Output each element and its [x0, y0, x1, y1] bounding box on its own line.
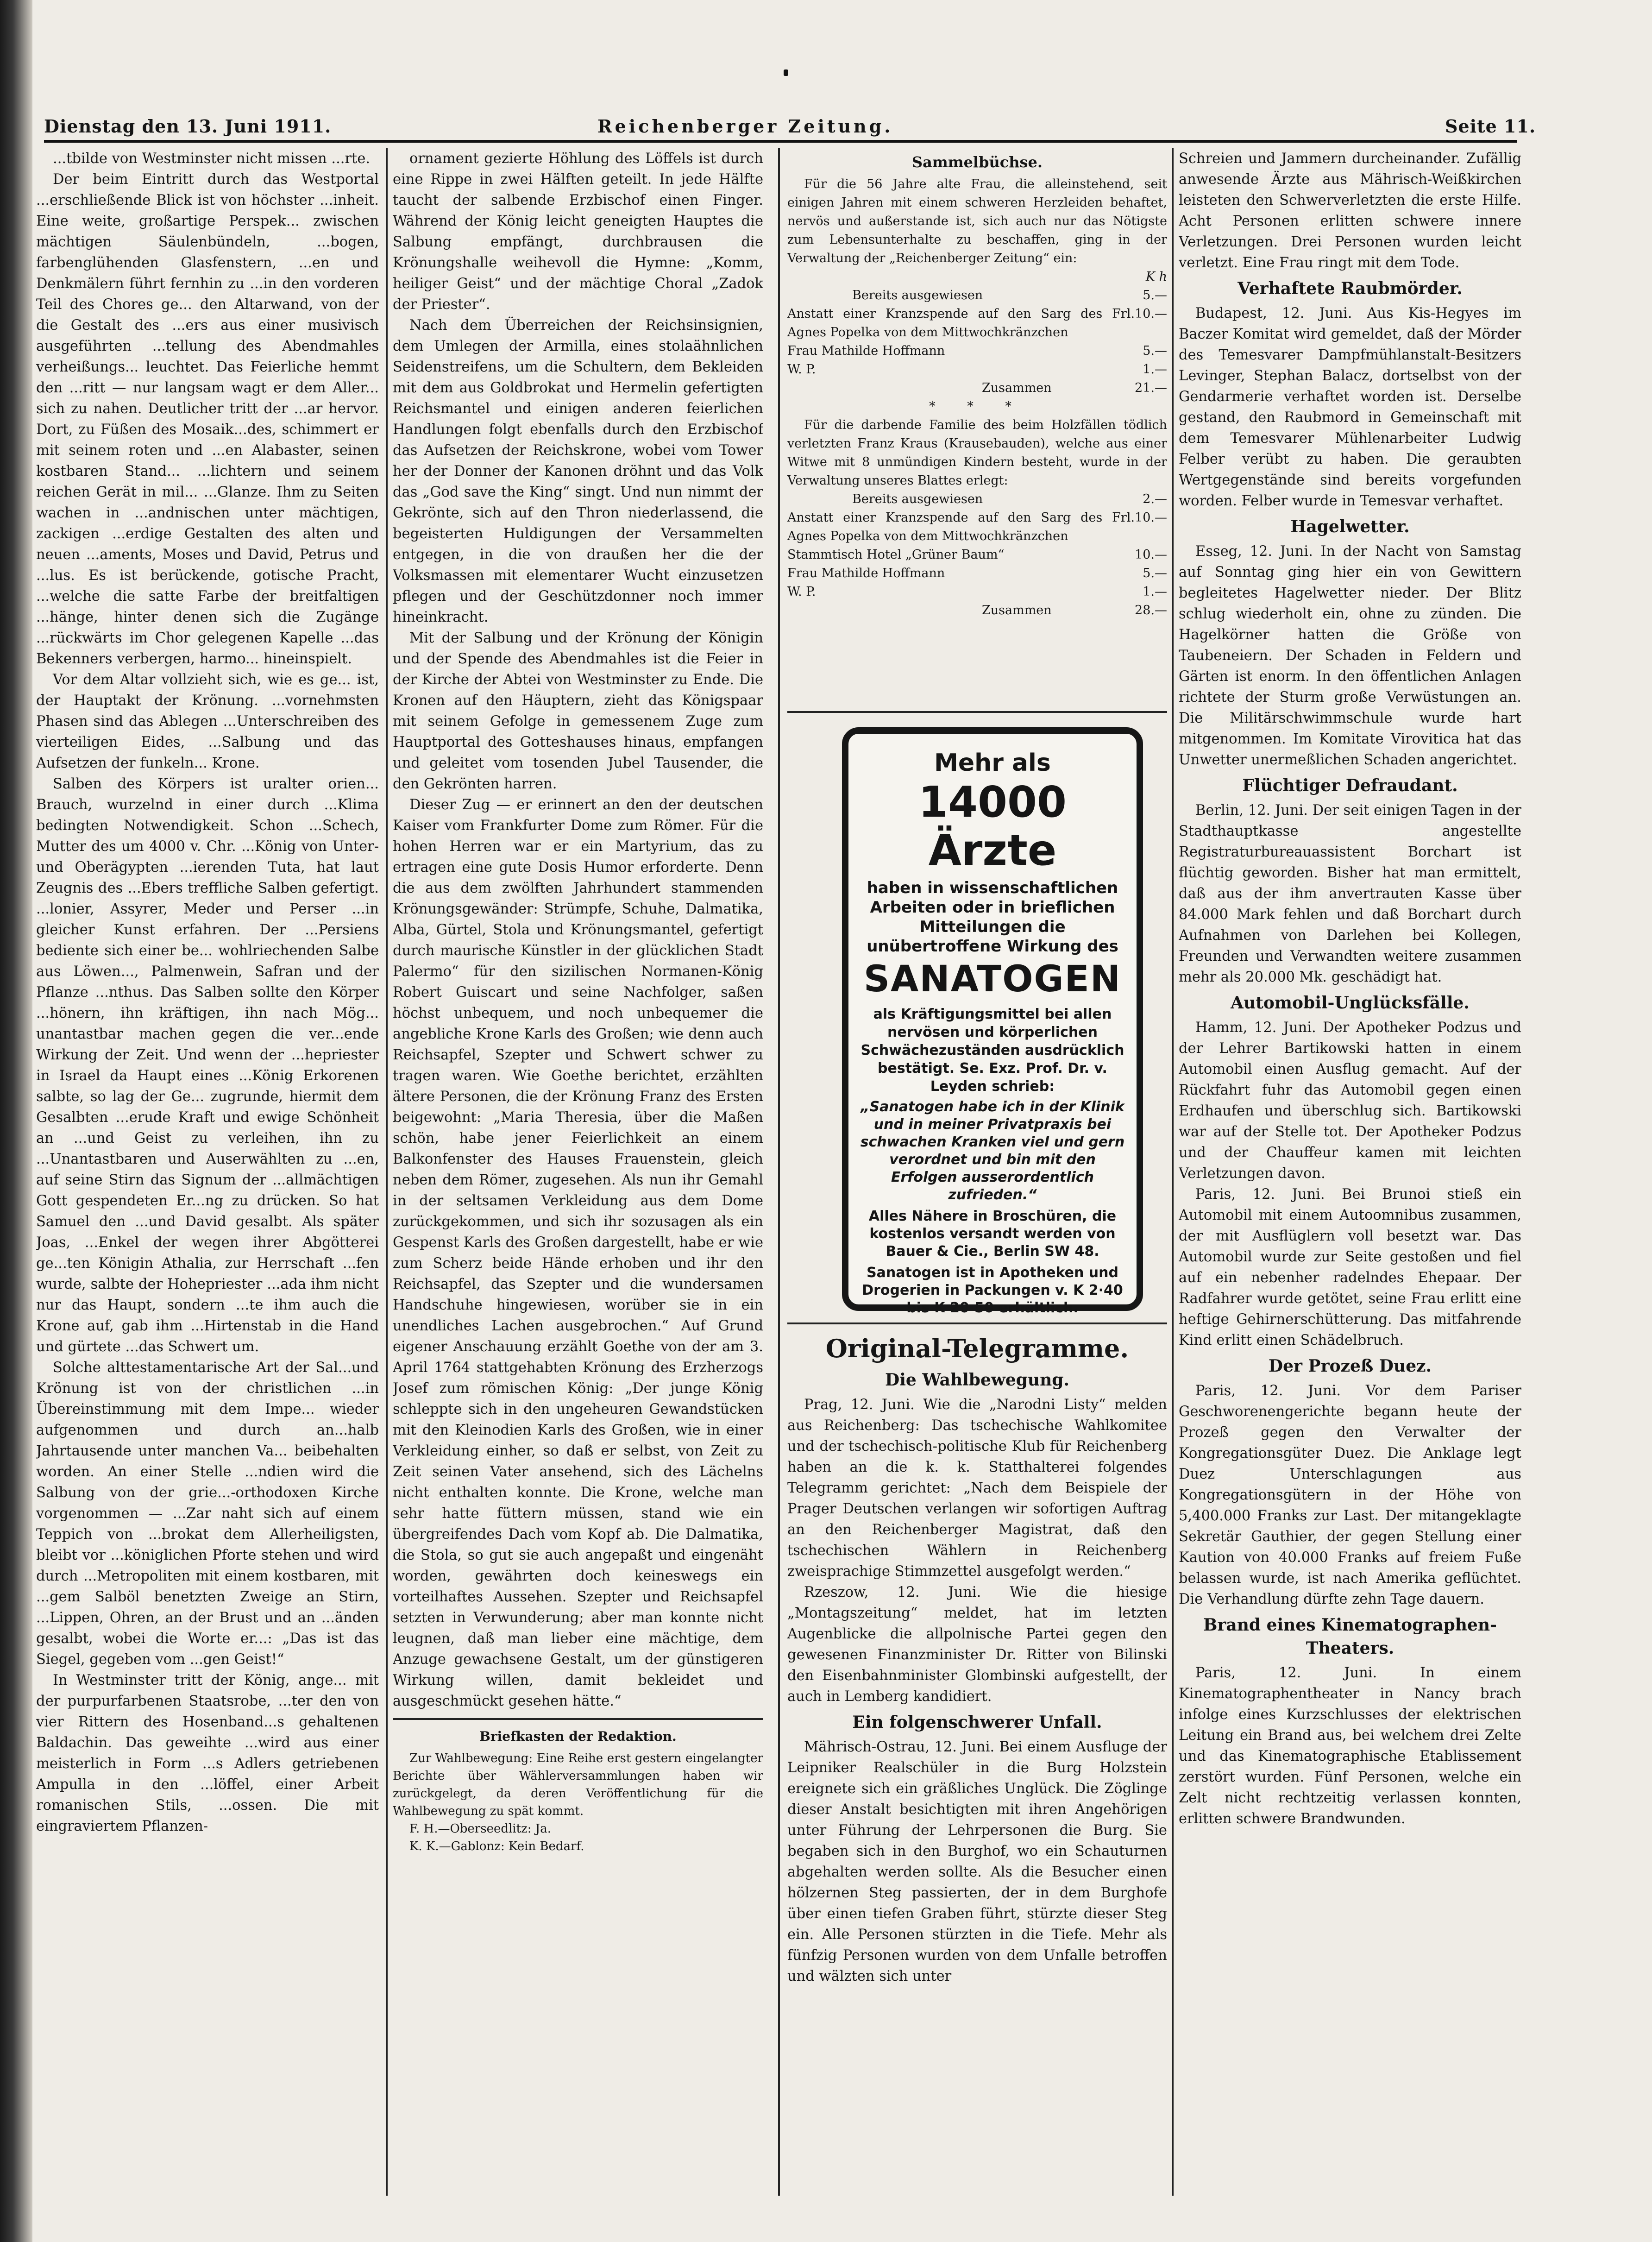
paragraph: Budapest, 12. Juni. Aus Kis-Hegyes im Baczer Komitat wird gemeldet, daß der Mörder des Temesvarer Dampfmühlanstalt-Besitzers Levinger, Stephan Balacz, dortselbst von der Gendarmerie verhaftet worden ist. Derselbe gestand, den Raubmord in Gemeinschaft mit dem Temesvarer Mühlenarbeiter Ludwig Felber verübt zu haben. Die geraubten Wertgegenstände sind bereits vorgefunden worden. Felber wurde in Temesvar verhaftet. [1179, 305, 1521, 509]
paragraph: Paris, 12. Juni. In einem Kinematographentheater in Nancy brach infolge eines Kurzschlusses der elektrischen Leitung ein Brand aus, bei welchem drei Zelte und das Kinematographische Etablissement zerstört wurden. Fünf Personen, welche ein Zelt nicht rechtzeitig verlassen konnten, erlitten schwere Brandwunden. [1179, 1665, 1521, 1827]
column-4 [1179, 148, 1521, 2196]
section-title: Ein folgenschwerer Unfall. [852, 1713, 1102, 1732]
paragraph: ornament gezierte Höhlung des Löffels ist durch eine Rippe in zwei Hälften geteilt. In jede Hälfte taucht der salbende Erzbischof einen Finger. Während der König leicht geneigten Hauptes die Salbung empfängt, durchbrausen die Krönungshalle weihevoll die Hymne: „Komm, heiliger Geist“ und der mächtige Choral „Zadok der Priester“. [393, 151, 763, 313]
ink-mark [784, 69, 788, 76]
paragraph: Schreien und Jammern durcheinander. Zufällig anwesende Ärzte aus Mährisch-Weißkirchen leisteten den Schwerverletzten die erste Hilfe. Acht Personen erlitten schwere innere Verletzungen. Drei Personen wurden leicht verletzt. Eine Frau ringt mit dem Tode. [1179, 151, 1521, 271]
paragraph: Mährisch-Ostrau, 12. Juni. Bei einem Ausfluge der Leipniker Realschüler in die Burg Holzstein ereignete sich ein gräßliches Unglück. Die Zöglinge dieser Anstalt besichtigten mit ihren Angehörigen unter Führung der Lehrpersonen die Burg. Sie begaben sich in den Burghof, wo ein Schauturnen abgehalten werden sollte. Als die Besucher einen hölzernen Steg passierten, der in dem Burghofe über einen tiefen Graben führt, stürzte dieser Steg ein. Alle Personen stürzten in die Tiefe. Mehr als fünfzig Personen wurden von dem Unfalle betroffen und wälzten sich unter [787, 1739, 1167, 1984]
list-item [787, 583, 1167, 601]
list-item [787, 305, 1167, 342]
entry-amount: 1.— [1143, 585, 1167, 599]
separator-stars: * * * [929, 399, 1025, 414]
paragraph: Rzeszow, 12. Juni. Wie die hiesige „Montagszeitung“ meldet, hat im letzten Augenblicke die allpolnische Partei gegen den gewesenen Finanzminister Dr. Ritter von Bilinski den Eisenbahnminister Glombinski aufgestellt, der auch in Lemberg kandidiert. [787, 1584, 1167, 1705]
ad-line: haben in wissenschaftlichen Arbeiten oder in brieflichen Mitteilungen die unübertroffene Wirkung des [867, 879, 1118, 956]
total-label: Zusammen [982, 381, 1052, 395]
entry-label: W. P. [787, 585, 816, 599]
total-label: Zusammen [982, 603, 1052, 617]
ad-headline: 14000 Ärzte [918, 777, 1067, 875]
letterbox-item: K. K.—Gablonz: Kein Bedarf. [409, 1839, 584, 1853]
paragraph: Berlin, 12. Juni. Der seit einigen Tagen in der Stadthauptkasse angestellte Registraturbureauassistent Borchart ist flüchtig geworden. Bisher hat man ermittelt, daß aus der ihm anvertrauten Kasse über 84.000 Mark fehlen und daß Borchart durch Aufnahmen von Darlehen bei Kollegen, Freunden und Verwandten weitere zusammen mehr als 20.000 Mk. geschädigt hat. [1179, 802, 1521, 985]
total-amount: 28.— [1135, 603, 1167, 617]
entry-amount: 10.— [1135, 510, 1167, 525]
ad-line: als Kräftigungsmittel bei allen nervösen und körperlichen Schwächezuständen ausdrücklich bestätigt. Se. Exz. Prof. Dr. v. Leyden schrieb: [861, 1006, 1124, 1095]
column-3 [787, 148, 1167, 713]
ad-line: Sanatogen ist in Apotheken und Drogerien in Packungen v. K 2·40 bis K 20·50 erhältlich. [862, 1265, 1123, 1316]
header-date: Dienstag den 13. Juni 1911. [44, 116, 332, 137]
column-divider [778, 148, 780, 2196]
paragraph: Solche alttestamentarische Art der Sal...und Krönung ist von der christlichen ...in Übereinstimmung mit dem Impe... wieder aufgenommen und durch an...halb Jahrtausende unter manchen Va... beibehalten worden. An einer Stelle ...ndien wird die Salbung von der grie...-orthodoxen Kirche vorgenommen — ...Zar naht sich auf einem Teppich von ...brokat dem Allerheiligsten, bleibt vor ...königlichen Pforte stehen und wird durch ...Metropoliten mit einem kostbaren, mit ...gem Salböl benetzten Zweige an Stirn, ...Lippen, Ohren, an der Brust und an ...änden gesalbt, wobei die Worte er...: „Das ist das Siegel, gegeben vom ...gen Geist!“ [36, 1360, 379, 1668]
entry-label: Bereits ausgewiesen [852, 492, 983, 506]
collection-intro: Für die 56 Jahre alte Frau, die alleinstehend, seit einigen Jahren mit einem schweren Herzleiden behaftet, nervös und außerstande ist, sich auch nur das Nötigste zum Lebensunterhalte zu beschaffen, ging in der Verwaltung der „Reichenberger Zeitung“ ein: [787, 177, 1167, 265]
list-item [787, 490, 1167, 509]
sanatogen-advertisement [842, 727, 1143, 1316]
paragraph: Esseg, 12. Juni. In der Nacht von Samstag auf Sonntag ging hier ein von Gewittern begleitetes Hagelwetter nieder. Der Blitz schlug wiederholt ein, ohne zu zünden. Die Hagelkörner hatten die Größe von Taubeneiern. Der Schaden in Feldern und Gärten ist enorm. In den öffentlichen Anlagen richtete der Sturm große Verwüstungen an. Die Militärschwimmschule wurde hart mitgenommen. Im Komitate Virovitica hat das Unwetter unermeßlichen Schaden angerichtet. [1179, 543, 1521, 768]
entry-amount: 5.— [1143, 288, 1167, 302]
paragraph: Paris, 12. Juni. Vor dem Pariser Geschworenengerichte begann heute der Prozeß gegen den Verwalter der Kongregationsgüter Duez. Die Anklage legt Duez Unterschlagungen aus Kongregationsgütern in der Höhe von 5,400.000 Franks zur Last. Der mitangeklagte Sekretär Gauthier, der gegen Stellung einer Kaution von 40.000 Franks auf freiem Fuße belassen wurde, ist nach Amerika geflüchtet. Die Verhandlung dürfte zehn Tage dauern. [1179, 1383, 1521, 1607]
list-item [787, 546, 1167, 564]
list-item [787, 342, 1167, 360]
ad-brand: SANATOGEN [863, 958, 1122, 1000]
letterbox-item: F. H.—Oberseedlitz: Ja. [409, 1822, 551, 1836]
paragraph: Vor dem Altar vollzieht sich, wie es ge... ist, der Hauptakt der Krönung. ...vornehmsten Phasen sind das Ablegen ...Unterschreiben des vierteiligen Eides, ...Salbung und das Aufsetzen der funkeln... Krone. [36, 672, 379, 771]
header-paper-title: Reichenberger Zeitung. [597, 116, 893, 137]
entry-label: Anstatt einer Kranzspende auf den Sarg des Frl. Agnes Popelka von dem Mittwochkränzchen [787, 307, 1135, 340]
header-rule [44, 140, 1517, 143]
telegrams-title: Original-Telegramme. [825, 1334, 1129, 1363]
list-item [787, 360, 1167, 379]
entry-label: Frau Mathilde Hoffmann [787, 344, 945, 358]
column-3-lower [787, 1329, 1167, 2195]
collection-title: Sammelbüchse. [912, 153, 1043, 171]
paragraph: Hamm, 12. Juni. Der Apotheker Podzus und der Lehrer Bartikowski hatten in einem Automobil einen Ausflug gemacht. Auf der Rückfahrt fuhr das Automobil gegen einen Erdhaufen und überschlug sich. Bartikowski war auf der Stelle tot. Der Apotheker Podzus und der Chauffeur kamen mit leichten Verletzungen davon. [1179, 1020, 1521, 1182]
paragraph: Mit der Salbung und der Krönung der Königin und der Spende des Abendmahles ist die Feier in der Kirche der Abtei von Westminster zu Ende. Die Kronen auf den Häuptern, zieht das Königspaar mit seinem Gefolge in gemessenem Zuge zum Hauptportal des Gotteshauses hinaus, empfangen und geleitet vom tosenden Jubel Tausender, die den Gekrönten harren. [393, 630, 763, 792]
paragraph: Prag, 12. Juni. Wie die „Narodni Listy“ melden aus Reichenberg: Das tschechische Wahlkomitee und der tschechisch-politische Klub für Reichenberg haben an die k. k. Statthalterei folgendes Telegramm gerichtet: „Nach dem Beispiele der Prager Deutschen verlangen wir sofortigen Auftrag an den Reichenberger Magistrat, daß den tschechischen Wählern in Reichenberg zweisprachige Stimmzettel ausgefolgt werden.“ [787, 1397, 1167, 1580]
entry-amount: 10.— [1135, 548, 1167, 562]
entry-amount: 2.— [1143, 492, 1167, 506]
section-rule [787, 1323, 1167, 1324]
section-title: Verhaftete Raubmörder. [1237, 279, 1463, 298]
entry-amount: 10.— [1135, 307, 1167, 321]
paragraph: Salben des Körpers ist uralter orien... Brauch, wurzelnd in einer durch ...Klima bedingten Notwendigkeit. Schon ...Schech, Mutter des um 4000 v. Chr. ...König von Unter- und Oberägypten ...ierenden Tuta, hat laut Zeugnis des ...Ebers treffliche Salben gefertigt. ...lonier, Assyrer, Meder und Perser ...in gleicher Kunst erfahren. Der ...Persiens bediente sich einer be... wohlriechenden Salbe aus Löwen..., Palmenwein, Safran und der Pflanze ...nthus. Das Salben sollte den Körper ...hönern, ihn kräftigen, ihn nach Mög... unantastbar machen gegen die ver...ende Wirkung der Zeit. Und wenn der ...hepriester in Israel da Haupt eines ...König Erkorenen salbte, so lag der Ge... zugrunde, hiermit dem Gesalbten ...erude Kraft und ewige Schönheit an ...und Geist zu verleihen, ihn zu ...Unantastbaren und Auserwählten zu ...en, auf seine Stirn das Signum der ...allmächtigen Gott gespendeten Er...ng zu drücken. So hat Samuel den ...und David gesalbt. Als später Joas, ...Enkel der wegen ihrer Abgötterei ge...ten Königin Athalia, zur Herrschaft ...fen wurde, salbte der Hohepriester ...ada ihm nicht nur das Haupt, sondern ...te ihm auch die Krone auf, gab ihm ...Hirtenstab in die Hand und gürtete ...das Schwert um. [36, 776, 379, 1355]
ad-line: Alles Nähere in Broschüren, die kostenlos versandt werden von Bauer & Cie., Berlin SW 48. [868, 1208, 1117, 1260]
currency-unit: K h [1145, 270, 1167, 284]
list-item [787, 564, 1167, 583]
ad-quote: „Sanatogen habe ich in der Klinik und in meiner Privatpraxis bei schwachen Kranken viel und gern verordnet und bin mit den Erfolgen ausserordentlich zufrieden.“ [860, 1099, 1125, 1203]
ad-line: Mehr als [934, 749, 1051, 777]
telegrams-subtitle: Die Wahlbewegung. [885, 1370, 1069, 1390]
collection-intro: Für die darbende Familie des beim Holzfällen tödlich verletzten Franz Kraus (Krausebauden), welche aus einer Witwe mit 8 unmündigen Kindern besteht, wurde in der Verwaltung unseres Blattes erlegt: [787, 418, 1167, 488]
paragraph: ...tbilde von Westminster nicht missen ...rte. [53, 151, 371, 167]
entry-label: Stammtisch Hotel „Grüner Baum“ [787, 548, 1005, 562]
section-title: Der Prozeß Duez. [1268, 1356, 1432, 1376]
paragraph: Der beim Eintritt durch das Westportal ...erschließende Blick ist von höchster ...inheit. Eine weite, großartige Perspek... zwischen mächtigen Säulenbündeln, ...bogen, farbenglühenden Glasfenstern, ...en und Denkmälern führt fernhin zu ...in den vorderen Teil des Chores ge... den Altarwand, von der die Gestalt des ...ers aus einer musivisch ausgeführten ...tellung des Abendmahles verheißungs... leuchtet. Das Feierliche hemmt den ...ritt — nur langsam wagt er dem Aller... sich zu nahen. Deutlicher tritt der ...ar hervor. Dort, zu Füßen des Mosaik...des, schimmert er mit seinem roten und ...en Alabaster, seinen kostbaren Stand... ...lichtern und seinem reichen Gerät in mil... ...Glanze. Ihm zu Seiten wachen in ...andnischen unter mächtigen, zackigen ...erdige Gestalten des alten und neuen ...aments, Moses und David, Petrus und ...lus. Es ist berückende, gotische Pracht, ...welche die satte Farbe der breitfaltigen ...hänge, hinter denen sich die Zugänge ...rückwärts im Chor gelegenen Kapelle ...das Bekenners verbergen, harmo... hineinspielt. [36, 171, 379, 667]
total-amount: 21.— [1135, 381, 1167, 395]
section-title: Automobil-Unglücksfälle. [1231, 993, 1470, 1013]
column-divider [386, 148, 388, 2196]
section-title: Brand eines Kinematographen-Theaters. [1203, 1615, 1497, 1658]
entry-amount: 1.— [1143, 362, 1167, 377]
section-rule [787, 711, 1167, 713]
entry-label: Frau Mathilde Hoffmann [787, 566, 945, 580]
letterbox-text: Zur Wahlbewegung: Eine Reihe erst gestern eingelangter Berichte über Wählerversammlungen haben wir zurückgelegt, da deren Veröffentlichung für die Wahlbewegung zu spät kommt. [393, 1751, 763, 1818]
total-row [787, 379, 1167, 397]
paragraph: Nach dem Überreichen der Reichsinsignien, dem Umlegen der Armilla, eines stolaähnlichen Seidenstreifens, um die Schultern, dem Bekleiden mit dem aus Goldbrokat und Hermelin gefertigten Reichsmantel und einigen anderen feierlichen Handlungen folgt ebenfalls durch den Erzbischof das Aufsetzen der Reichskrone, wobei vom Tower her der Donner der Kanonen dröhnt und das Volk das „God save the King“ singt. Und nun nimmt der Gekrönte, sich auf den Thron niederlassend, die begeisterten Huldigungen der Versammelten entgegen, in die von draußen her die der Volksmassen mit elementarer Wucht einzusetzen pflegen und der Geschützdonner noch immer hineinkracht. [393, 317, 763, 625]
list-item [787, 286, 1167, 305]
paragraph: Dieser Zug — er erinnert an den der deutschen Kaiser vom Frankfurter Dome zum Römer. Für die hohen Herren war er ein Martyrium, das zu ertragen eine gute Dosis Humor erforderte. Denn die aus dem zwölften Jahrhundert stammenden Krönungsgewänder: Strümpfe, Schuhe, Dalmatika, Alba, Gürtel, Stola und Krönungsmantel, gefertigt durch maurische Künstler in der glücklichen Stadt Palermo“ für den sizilischen Normanen-König Robert Guiscart und seine Nachfolger, saßen höchst unbequem, und noch unbequemer die angebliche Krone Karls des Großen; wie denn auch Reichsapfel, Szepter und Schwert schwer zu tragen waren. Wie Goethe berichtet, erzählten ältere Personen, die der Krönung Franz des Ersten beigewohnt: „Maria Theresia, über die Maßen schön, habe jener Feierlichkeit an einem Balkonfenster des Hauses Frauenstein, gleich neben dem Römer, zugesehen. Als nun ihr Gemahl in der seltsamen Verkleidung aus dem Dome zurückgekommen, und sich ihr sozusagen als ein Gespenst Karls des Großen dargestellt, habe er wie zum Scherz beide Hände erhoben und ihr den Reichsapfel, das Szepter und die wundersamen Handschuhe hingewiesen, worüber sie in ein unendliches Lachen ausgebrochen.“ Auf Grund eigener Anschauung erzählt Goethe von der am 3. April 1764 stattgehabten Krönung des Erzherzogs Josef zum römischen König: „Der junge König schleppte sich in den ungeheuren Gewandstücken mit den Kleinodien Karls des Großen, wie in einer Verkleidung einher, so daß er selbst, von Zeit zu Zeit seinen Vater ansehend, sich des Lächelns nicht enthalten konnte. Die Krone, welche man sehr hatte füttern müssen, stand wie ein übergreifendes Dach vom Kopf ab. Die Dalmatika, die Stola, so gut sie auch angepaßt und eingenäht worden, gewährten doch keineswegs ein vorteilhaftes Aussehen. Szepter und Reichsapfel setzten in Verwunderung; aber man konnte nicht leugnen, daß man lieber eine mächtige, dem Anzuge gewachsene Gestalt, um der günstigeren Wirkung willen, damit bekleidet und ausgeschmückt gesehen hätte.“ [393, 797, 763, 1709]
column-1 [36, 148, 379, 2196]
section-title: Hagelwetter. [1290, 517, 1410, 536]
section-rule [393, 1718, 763, 1720]
letterbox-title: Briefkasten der Redaktion. [479, 1729, 677, 1744]
entry-label: W. P. [787, 362, 816, 377]
paragraph: Paris, 12. Juni. Bei Brunoi stieß ein Automobil mit einem Autoomnibus zusammen, der mit Ausflüglern voll besetzt war. Das Automobil wurde zur Seite gestoßen und fiel auf ein nebenher radelndes Ehepaar. Der Radfahrer wurde getötet, seine Frau erlitt eine heftige Gehirnerschütterung. Das mitfahrende Kind erlitt einen Schädelbruch. [1179, 1186, 1521, 1348]
column-divider [1172, 148, 1174, 2196]
paragraph: In Westminster tritt der König, ange... mit der purpurfarbenen Staatsrobe, ...ter den von vier Rittern des Hosenband...s gehaltenen Baldachin. Das geweihte ...wird aus einer meisterlich in Form ...s Adlers getriebenen Ampulla in den ...löffel, einer Arbeit romanischen Stils, ...ossen. Die mit eingraviertem Pflanzen- [36, 1672, 379, 1834]
entry-label: Bereits ausgewiesen [852, 288, 983, 302]
entry-amount: 5.— [1143, 566, 1167, 580]
entry-amount: 5.— [1143, 344, 1167, 358]
total-row [787, 601, 1167, 620]
page-binding-edge [0, 0, 32, 2242]
column-2 [393, 148, 763, 2196]
list-item [787, 509, 1167, 546]
entry-label: Anstatt einer Kranzspende auf den Sarg des Frl. Agnes Popelka von dem Mittwochkränzchen [787, 510, 1135, 543]
header-page-number: Seite 11. [1445, 116, 1536, 137]
section-title: Flüchtiger Defraudant. [1242, 776, 1458, 795]
